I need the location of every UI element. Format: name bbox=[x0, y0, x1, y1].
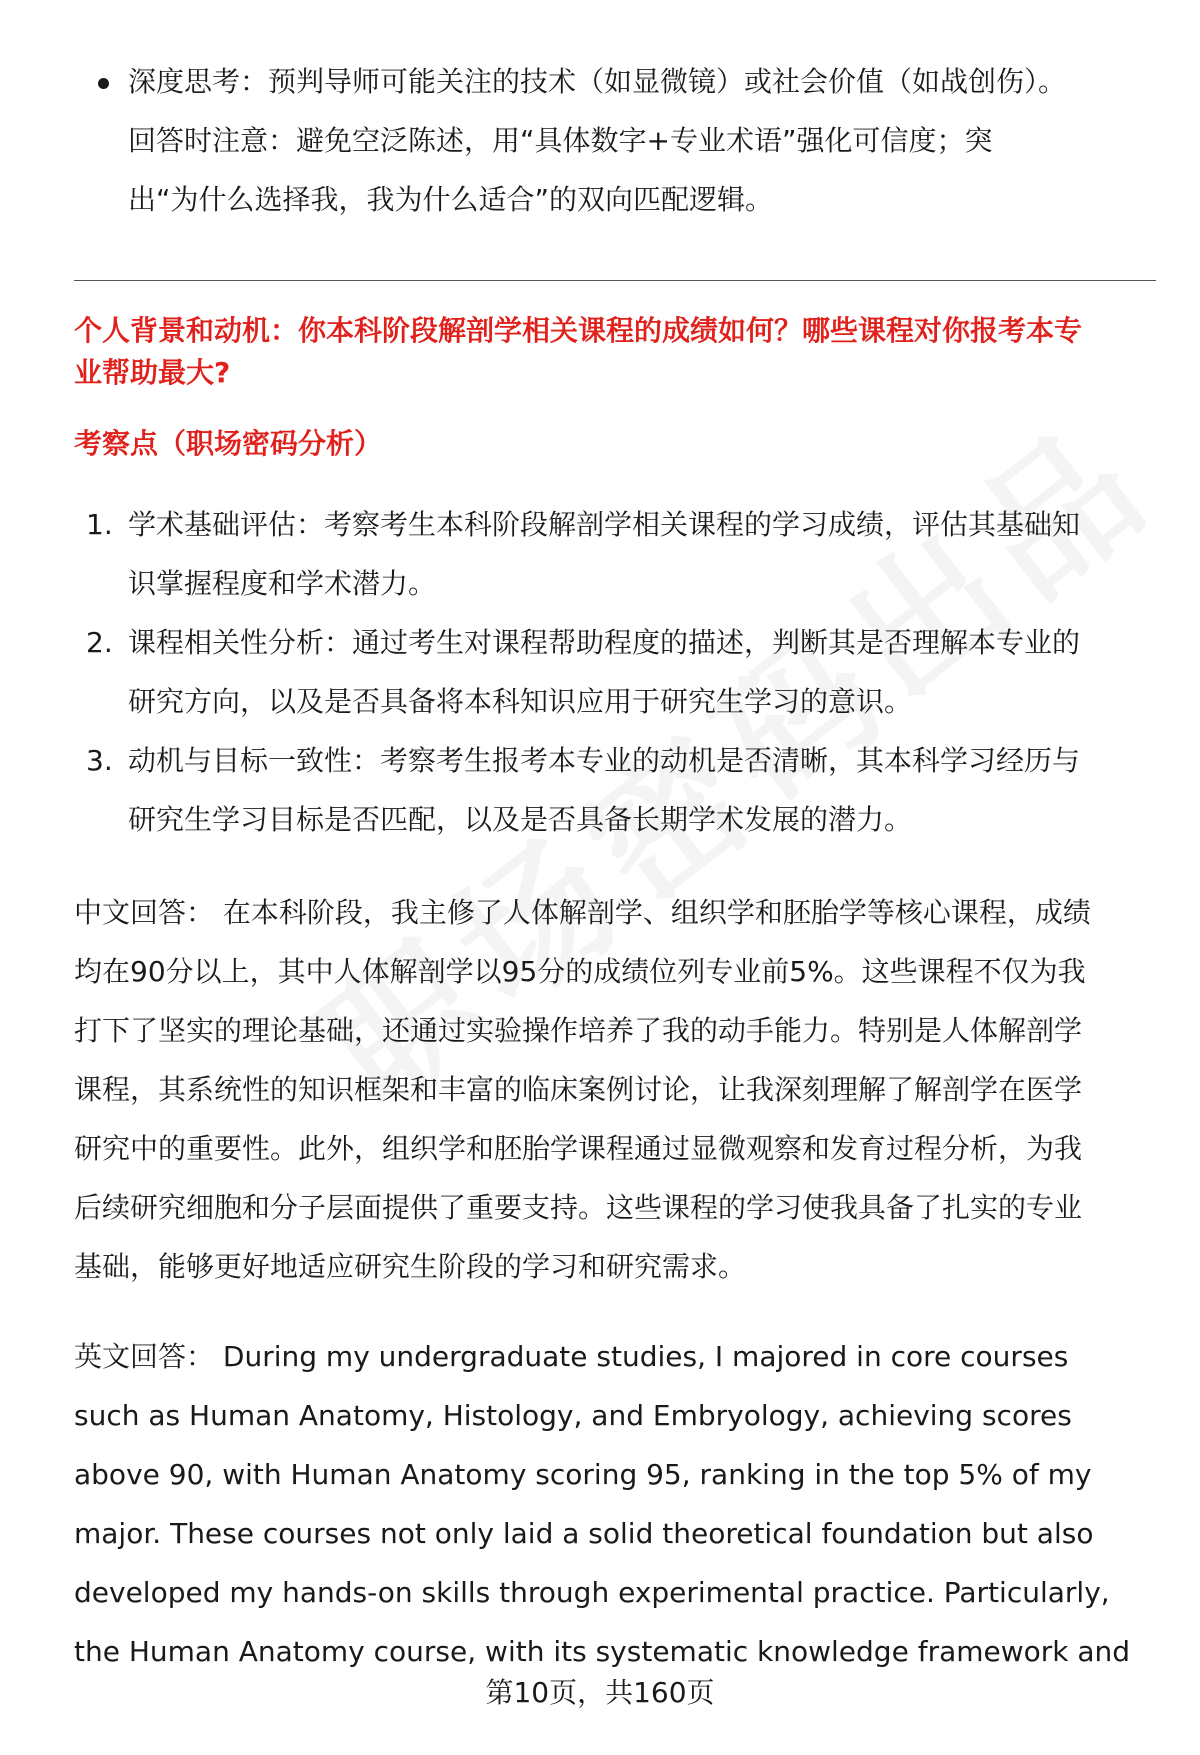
answer-line: such as Human Anatomy, Histology, and Embryology, achieving scores bbox=[74, 1399, 1072, 1432]
analysis-points-list bbox=[74, 495, 1164, 849]
list-item-line: 动机与目标一致性：考察考生报考本专业的动机是否清晰，其本科学习经历与 bbox=[128, 744, 1081, 777]
list-item-line: 研究方向，以及是否具备将本科知识应用于研究生学习的意识。 bbox=[128, 685, 913, 718]
question-line: 业帮助最大? bbox=[74, 356, 231, 389]
section-divider bbox=[74, 280, 1156, 281]
answer-line: 后续研究细胞和分子层面提供了重要支持。这些课程的学习使我具备了扎实的专业 bbox=[74, 1191, 1083, 1224]
list-item bbox=[74, 613, 1164, 731]
analysis-subheading: 考察点（职场密码分析） bbox=[74, 427, 383, 460]
bullet-dot-icon bbox=[98, 78, 109, 89]
answer-line: 研究中的重要性。此外，组织学和胚胎学课程通过显微观察和发育过程分析，为我 bbox=[74, 1132, 1083, 1165]
answer-line: 英文回答： During my undergraduate studies, I majored in core courses bbox=[74, 1340, 1069, 1373]
answer-line: 基础，能够更好地适应研究生阶段的学习和研究需求。 bbox=[74, 1250, 747, 1283]
list-item bbox=[74, 731, 1164, 849]
bullet-line: 回答时注意：避免空泛陈述，用“具体数字+专业术语”强化可信度；突 bbox=[128, 124, 993, 157]
page-number-footer: 第10页，共160页 bbox=[485, 1676, 715, 1709]
chinese-answer bbox=[74, 883, 1164, 1296]
bullet-text bbox=[128, 52, 1134, 229]
answer-line: developed my hands-on skills through experimental practice. Particularly, bbox=[74, 1576, 1110, 1609]
answer-line: 课程，其系统性的知识框架和丰富的临床案例讨论，让我深刻理解了解剖学在医学 bbox=[74, 1073, 1083, 1106]
list-item-line: 研究生学习目标是否匹配，以及是否具备长期学术发展的潜力。 bbox=[128, 803, 913, 836]
list-number: 2. bbox=[86, 626, 113, 659]
question-line: 个人背景和动机：你本科阶段解剖学相关课程的成绩如何？哪些课程对你报考本专 bbox=[74, 314, 1083, 347]
english-answer bbox=[74, 1327, 1164, 1681]
deep-thinking-bullet bbox=[74, 52, 1134, 229]
answer-line: 打下了坚实的理论基础，还通过实验操作培养了我的动手能力。特别是人体解剖学 bbox=[74, 1014, 1083, 1047]
question-heading bbox=[74, 310, 1159, 394]
list-item bbox=[74, 495, 1164, 613]
list-number: 1. bbox=[86, 508, 113, 541]
answer-line: 均在90分以上，其中人体解剖学以95分的成绩位列专业前5%。这些课程不仅为我 bbox=[74, 955, 1086, 988]
bullet-line: 深度思考：预判导师可能关注的技术（如显微镜）或社会价值（如战创伤）。 bbox=[128, 65, 1067, 98]
list-item-line: 识掌握程度和学术潜力。 bbox=[128, 567, 437, 600]
answer-line: major. These courses not only laid a solid theoretical foundation but also bbox=[74, 1517, 1094, 1550]
answer-line: above 90, with Human Anatomy scoring 95, ranking in the top 5% of my bbox=[74, 1458, 1092, 1491]
list-item-line: 课程相关性分析：通过考生对课程帮助程度的描述，判断其是否理解本专业的 bbox=[128, 626, 1081, 659]
answer-line: the Human Anatomy course, with its systematic knowledge framework and bbox=[74, 1635, 1131, 1668]
answer-line: 中文回答： 在本科阶段，我主修了人体解剖学、组织学和胚胎学等核心课程，成绩 bbox=[74, 896, 1091, 929]
list-item-line: 学术基础评估：考察考生本科阶段解剖学相关课程的学习成绩，评估其基础知 bbox=[128, 508, 1081, 541]
bullet-line: 出“为什么选择我，我为什么适合”的双向匹配逻辑。 bbox=[128, 183, 774, 216]
list-number: 3. bbox=[86, 744, 113, 777]
